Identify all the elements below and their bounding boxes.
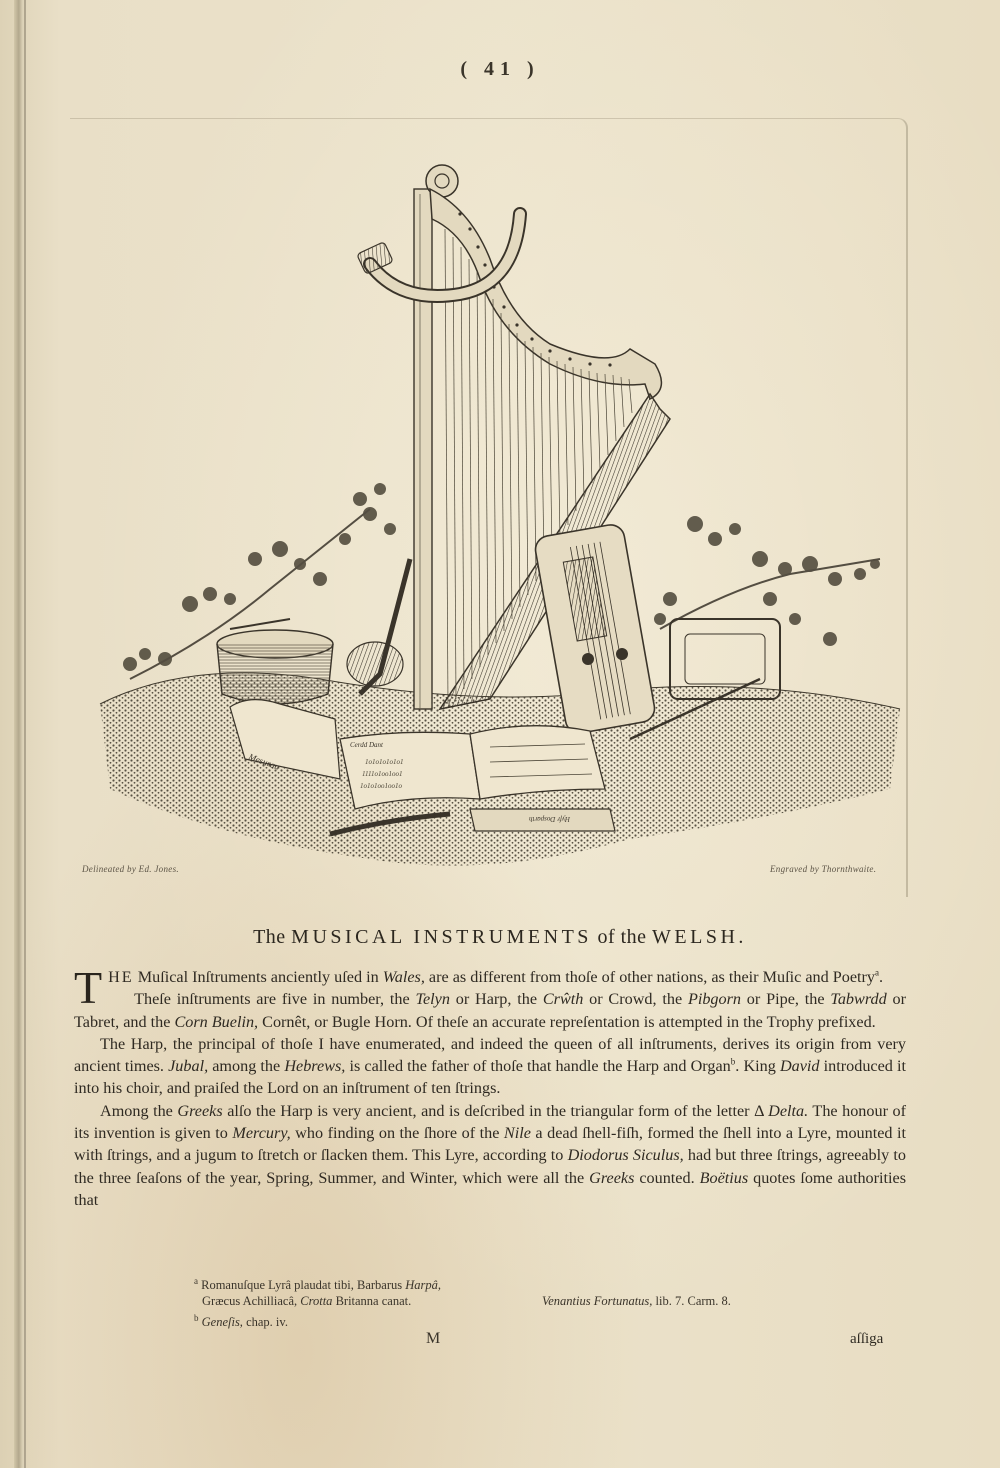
heading-caps-2: WELSH. bbox=[652, 926, 747, 948]
svg-text:Hyfr Dosparth: Hyfr Dosparth bbox=[528, 815, 570, 823]
binding-line bbox=[24, 0, 26, 1468]
svg-text:Cerdd Dant: Cerdd Dant bbox=[350, 741, 383, 749]
foliage-right-icon bbox=[654, 516, 880, 646]
footnote-b: $^b$ Geneſis, chap. iv. bbox=[194, 1312, 288, 1329]
section-heading bbox=[0, 926, 1000, 949]
svg-text:Mesurau: Mesurau bbox=[247, 751, 281, 772]
paragraph-3: The Harp, the principal of thoſe I have enumerated, and indeed the queen of all inſtruments, derives its origin from very ancient times. Jubal, among the Hebrews, is called the father of thoſe that handle the Harp and Organ$^b$. King David introduced it into his choir, and praiſed the Lord on an inſtrument of ten ſtrings. bbox=[74, 1034, 907, 1098]
footnote-ref-a[interactable]: a bbox=[875, 967, 879, 978]
harp-trophy-engraving bbox=[70, 119, 906, 897]
bugle-horn-corn-buelin-icon bbox=[357, 214, 520, 296]
tabret-drum-icon bbox=[217, 619, 333, 704]
heading-mid: of the bbox=[597, 926, 647, 948]
pibgorn-pipe-icon bbox=[347, 559, 410, 694]
credit-delineated: Delineated by Ed. Jones. bbox=[82, 864, 179, 874]
svg-text:1111o1oo1oo1: 1111o1oo1oo1 bbox=[362, 770, 403, 778]
footnote-a: $^a$ Romanuſque Lyrâ plaudat tibi, Barbarus Harpâ, Græcus Achilliacâ, Crotta Britanna canat. Venantius Fortunatus, lib. 7. Carm. 8. bbox=[194, 1275, 731, 1308]
paragraph-4: Among the Greeks alſo the Harp is very ancient, and is deſcribed in the triangular form of the letter Δ Delta. The honour of its invention is given to Mercury, who finding on the ſhore of the Nile a dead ſhell-fiſh, formed the ſhell into a Lyre, mounted it with ſtrings, and a jugum to ſtretch or ſlacken them. This Lyre, according to Diodorus Siculus, had but three ſtrings, agreeably to the three ſeaſons of the year, Spring, Summer, and Winter, which were all the Greeks counted. Boëtius quotes ſome authorities that bbox=[74, 1101, 907, 1209]
footnote-a-source: Venantius Fortunatus, lib. 7. Carm. 8. bbox=[542, 1294, 731, 1308]
paragraph-2: Theſe inſtruments are five in number, the Telyn or Harp, the Crŵth or Crowd, the Pibgorn or Pipe, the Tabwrdd or Tabret, and the Corn Buelin, Cornêt, or Bugle Horn. Of theſe an accurate repreſentation is attempted in the Trophy prefixed. bbox=[74, 990, 906, 1031]
engraving-plate bbox=[70, 118, 908, 897]
heading-pre: The bbox=[253, 926, 286, 948]
body-text bbox=[74, 962, 907, 1211]
heading-caps-1: MUSICAL INSTRUMENTS bbox=[291, 926, 592, 948]
paragraph-1: THE Muſical Inſtruments anciently uſed in Wales, are as different from thoſe of other nations, as their Muſic and Poetry$^a$. bbox=[74, 962, 884, 1013]
drop-cap: T bbox=[74, 962, 103, 1013]
svg-text:1o1o1oo1oo1o: 1o1o1oo1oo1o bbox=[360, 782, 402, 790]
signature-mark: M bbox=[426, 1330, 441, 1347]
footnote-ref-b[interactable]: b bbox=[730, 1056, 736, 1067]
catchword: aſſiga bbox=[850, 1331, 884, 1347]
page-number: ( 41 ) bbox=[460, 58, 540, 80]
delta-symbol: Δ bbox=[754, 1101, 764, 1120]
footnotes bbox=[194, 1277, 814, 1330]
credit-engraved: Engraved by Thornthwaite. bbox=[770, 864, 877, 874]
svg-text:1o1o1o1o1o1: 1o1o1o1o1o1 bbox=[365, 758, 404, 766]
